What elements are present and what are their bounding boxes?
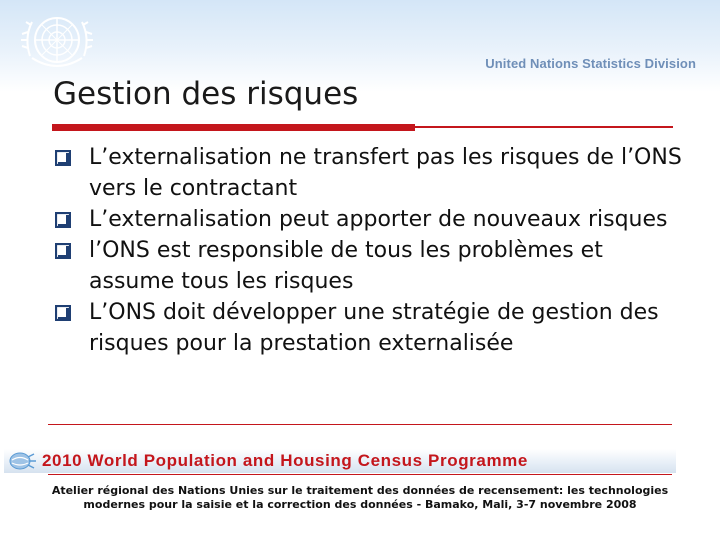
footer-caption: Atelier régional des Nations Unies sur le traitement des données de recensement: les technologies modernes pour la saisie et la correction des données - Bamako, Mali, 3-7 novembre 2008 (51, 484, 669, 511)
census-globe-icon (8, 451, 38, 471)
bullet-text: L’externalisation peut apporter de nouveaux risques (89, 207, 668, 232)
bullet-item (53, 297, 693, 359)
checkbox-icon (55, 243, 71, 259)
checkbox-icon (55, 212, 71, 228)
bullet-item (53, 204, 693, 235)
un-emblem-icon (18, 8, 96, 76)
footer-divider-top (48, 424, 672, 425)
title-underline (52, 124, 415, 131)
title-underline-thin (415, 126, 673, 128)
banner-title: 2010 World Population and Housing Census Programme (42, 451, 528, 470)
bullet-text: L’ONS doit développer une stratégie de gestion des risques pour la prestation externalisée (89, 300, 659, 356)
checkbox-icon (55, 150, 71, 166)
slide-title: Gestion des risques (53, 76, 359, 112)
footer-divider-bottom (48, 474, 672, 475)
bullet-text: L’externalisation ne transfert pas les risques de l’ONS vers le contractant (89, 145, 682, 201)
checkbox-icon (55, 305, 71, 321)
bullet-text: l’ONS est responsible de tous les problèmes et assume tous les risques (89, 238, 603, 294)
division-label: United Nations Statistics Division (485, 56, 696, 71)
bullet-item (53, 142, 693, 204)
bullet-list (53, 142, 693, 359)
bullet-item (53, 235, 693, 297)
census-banner (4, 449, 676, 473)
